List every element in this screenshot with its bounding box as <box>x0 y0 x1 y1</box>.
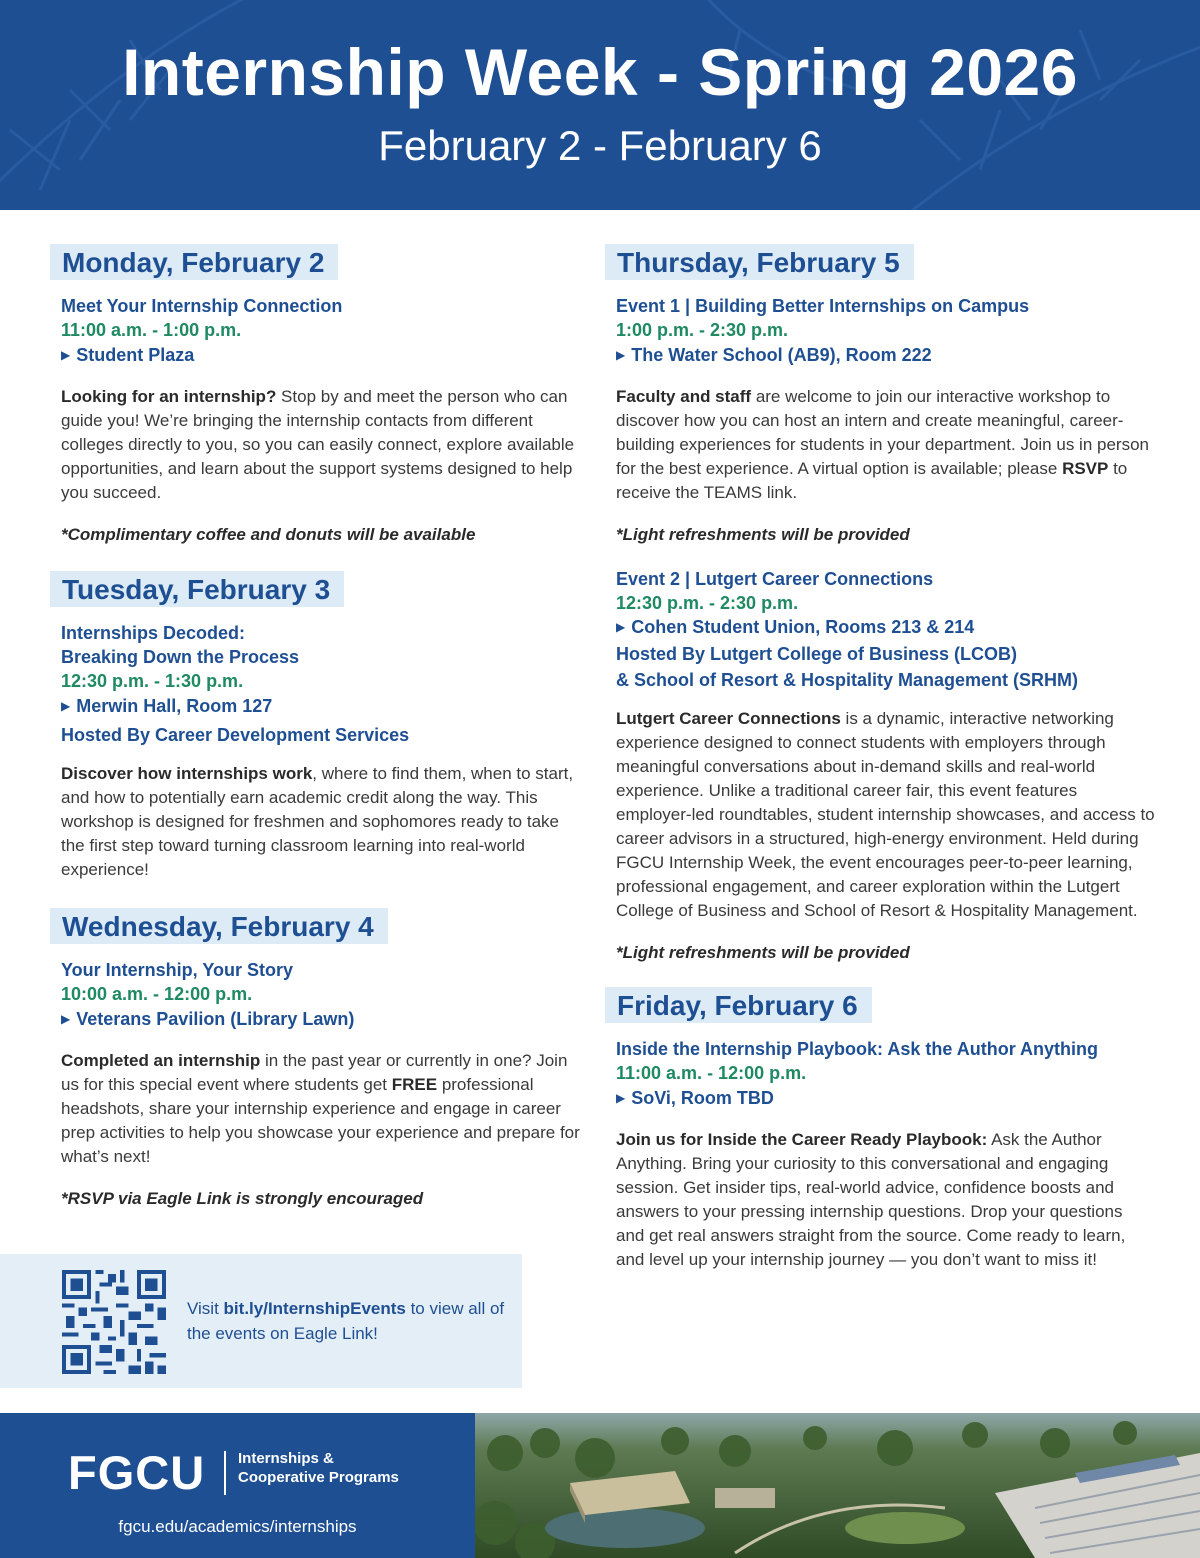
thursday-heading: Thursday, February 5 <box>605 244 914 280</box>
left-column <box>50 240 585 1211</box>
event-title: Your Internship, Your Story <box>61 960 294 980</box>
event-location: ▶ The Water School (AB9), Room 222 <box>616 345 932 365</box>
event-note: *Complimentary coffee and donuts will be available <box>61 525 476 544</box>
event-time: 10:00 a.m. - 12:00 p.m. <box>61 984 253 1004</box>
logo-divider <box>224 1451 226 1495</box>
campus-image <box>475 1413 1200 1558</box>
event-note: *Light refreshments will be provided <box>616 943 910 962</box>
event-description: Lutgert Career Connections is a dynamic, interactive networking experience designed to connect students with employers through meaningful conversations about in-demand skills and real-world experience. Unlike a traditional career fair, this event features employer-led roundtables, student internship showcases, and access to career advisors in a structured, high-energy environment. Held during FGCU Internship Week, the event encourages peer-to-peer learning, professional engagement, and career exploration within the Lutgert College of Business and School of Resort & Hospitality Management. <box>616 709 1155 920</box>
event-description: Looking for an internship? Stop by and meet the person who can guide you! We’re bringing the internship contacts from different colleges directly to you, so you can easily connect, explore available opportunities, and learn about the support systems designed to help you succeed. <box>61 387 575 502</box>
event-time: 1:00 p.m. - 2:30 p.m. <box>616 320 789 340</box>
eagle-link-text: Visit bit.ly/InternshipEvents to view all of the events on Eagle Link! <box>187 1299 505 1343</box>
location-arrow-icon: ▶ <box>616 1091 626 1105</box>
fgcu-logo[interactable]: FGCU <box>68 1446 206 1499</box>
location-arrow-icon: ▶ <box>61 1012 71 1026</box>
event-location: ▶ Veterans Pavilion (Library Lawn) <box>61 1009 355 1029</box>
event-title: Meet Your Internship Connection <box>61 296 343 316</box>
tuesday-heading: Tuesday, February 3 <box>50 571 344 607</box>
event-title: Internships Decoded: <box>61 623 246 643</box>
thursday-event-1 <box>605 294 1155 547</box>
event-title: Inside the Internship Playbook: Ask the Author Anything <box>616 1039 1099 1059</box>
event-location: ▶ SoVi, Room TBD <box>616 1088 774 1108</box>
qr-code-icon[interactable] <box>62 1270 166 1374</box>
event-host: & School of Resort & Hospitality Management (SRHM) <box>616 670 1079 690</box>
date-range: February 2 - February 6 <box>378 122 822 169</box>
right-column <box>605 240 1155 1272</box>
event-time: 11:00 a.m. - 1:00 p.m. <box>61 320 242 340</box>
location-arrow-icon: ▶ <box>616 620 626 634</box>
event-location: ▶ Student Plaza <box>61 345 195 365</box>
event-description: Faculty and staff are welcome to join our interactive workshop to discover how you can host an intern and create meaningful, career-building experiences for students in your department. Join us in person for the best experience. A virtual option is available; please RSVP to receive the TEAMS link. <box>616 387 1149 502</box>
event-note: *RSVP via Eagle Link is strongly encouraged <box>61 1189 424 1208</box>
footer-branding <box>0 1413 475 1558</box>
campus-aerial-photo <box>475 1413 1200 1558</box>
event-time: 12:30 p.m. - 1:30 p.m. <box>61 671 244 691</box>
event-title: Event 2 | Lutgert Career Connections <box>616 569 934 589</box>
event-host: Hosted By Career Development Services <box>61 725 410 745</box>
tuesday-section <box>50 571 585 882</box>
location-arrow-icon: ▶ <box>61 699 71 713</box>
monday-section <box>50 244 585 547</box>
monday-heading: Monday, February 2 <box>50 244 338 280</box>
event-description: Discover how internships work, where to find them, when to start, and how to potentially earn academic credit along the way. This workshop is designed for freshmen and sophomores ready to take the first step toward turning classroom learning into real-world experience! <box>61 764 574 879</box>
event-title: Event 1 | Building Better Internships on Campus <box>616 296 1030 316</box>
event-location: ▶ Merwin Hall, Room 127 <box>61 696 273 716</box>
friday-section <box>605 987 1155 1272</box>
event-description: Completed an internship in the past year or currently in one? Join us for this special event where students get FREE professional headshots, share your internship experience and engage in career prep activities to help you showcase your experience and prepare for what’s next! <box>61 1051 580 1166</box>
friday-heading: Friday, February 6 <box>605 987 872 1023</box>
event-description: Join us for Inside the Career Ready Playbook: Ask the Author Anything. Bring your curiosity to this conversational and engaging session. Get insider tips, real-world advice, confidence boosts and answers to your pressing internship questions. Drop your questions and get real answers straight from the source. Come ready to learn, and level up your internship journey — you don’t want to miss it! <box>616 1130 1126 1269</box>
thursday-section <box>605 244 1155 965</box>
internship-events-link[interactable]: bit.ly/InternshipEvents <box>223 1299 406 1318</box>
footer <box>0 1413 1200 1558</box>
header-banner <box>0 0 1200 210</box>
event-note: *Light refreshments will be provided <box>616 525 910 544</box>
event-time: 12:30 p.m. - 2:30 p.m. <box>616 593 799 613</box>
event-time: 11:00 a.m. - 12:00 p.m. <box>616 1063 807 1083</box>
event-title: Breaking Down the Process <box>61 647 300 667</box>
thursday-event-2 <box>605 567 1155 965</box>
wednesday-heading: Wednesday, February 4 <box>50 908 388 944</box>
program-name: Internships & Cooperative Programs <box>238 1450 399 1486</box>
location-arrow-icon: ▶ <box>61 348 71 362</box>
eagle-link-callout <box>0 1254 522 1388</box>
wednesday-section <box>50 908 585 1211</box>
location-arrow-icon: ▶ <box>616 348 626 362</box>
event-host: Hosted By Lutgert College of Business (LCOB) <box>616 644 1018 664</box>
page-title: Internship Week - Spring 2026 <box>122 35 1078 109</box>
footer-url[interactable]: fgcu.edu/academics/internships <box>118 1517 357 1536</box>
event-location: ▶ Cohen Student Union, Rooms 213 & 214 <box>616 617 975 637</box>
